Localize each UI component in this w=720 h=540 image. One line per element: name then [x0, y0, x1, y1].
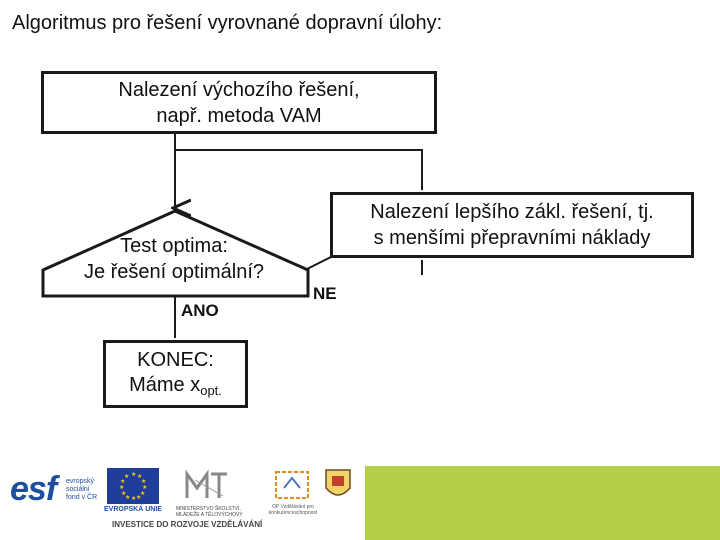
esf-caption-line2: sociální: [66, 486, 90, 493]
svg-text:★: ★: [119, 484, 125, 491]
loop-return-connector: [175, 150, 422, 190]
crest-logo: [324, 468, 352, 502]
end-box: [103, 340, 248, 408]
start-box: [41, 71, 437, 134]
green-footer-block: [365, 466, 720, 540]
esf-logo-text: esf: [10, 470, 57, 508]
better-solution-box: [330, 192, 694, 258]
esf-caption-line1: evropský: [66, 478, 95, 485]
esf-caption-line3: fond v ČR: [66, 494, 98, 501]
op-caption: OP Vzdělávání pro konkurenceschopnost: [268, 504, 318, 516]
svg-text:★: ★: [125, 494, 131, 501]
start-line1: Nalezení výchozího řešení,: [118, 78, 360, 101]
start-line2: např. metoda VAM: [156, 104, 322, 127]
svg-text:★: ★: [131, 495, 137, 502]
end-line1: KONEC:: [137, 349, 214, 372]
eu-stars-icon: [107, 468, 159, 504]
yes-label: ANO: [181, 301, 219, 320]
msmt-emblem-icon: [183, 468, 235, 504]
op-logo: [272, 468, 312, 502]
end-line2: [129, 373, 222, 399]
esf-logo: [10, 470, 100, 510]
end-line2-sub: opt.: [200, 383, 222, 399]
page-title: Algoritmus pro řešení vyrovnané dopravní úlohy:: [12, 12, 443, 34]
end-line2-main: Máme x: [129, 374, 201, 397]
crest-emblem-icon: [324, 468, 352, 502]
op-emblem-icon: [272, 468, 312, 502]
svg-text:★: ★: [121, 490, 127, 497]
test-line1: Test optima:: [120, 235, 228, 257]
svg-text:★: ★: [120, 478, 126, 485]
no-label: NE: [313, 284, 337, 303]
svg-text:★: ★: [131, 471, 137, 478]
msmt-logo: [183, 468, 235, 504]
svg-text:★: ★: [142, 484, 148, 491]
footer-tagline: INVESTICE DO ROZVOJE VZDĚLÁVÁNÍ: [112, 520, 263, 529]
test-text: [52, 233, 296, 285]
esf-caption: [66, 478, 97, 502]
msmt-caption: MINISTERSTVO ŠKOLSTVÍ, MLÁDEŽE A TĚLOVÝCHOVY: [176, 506, 243, 518]
svg-text:★: ★: [141, 478, 147, 485]
better-line1: Nalezení lepšího zákl. řešení, tj.: [370, 201, 654, 223]
eu-flag-logo: [107, 468, 159, 504]
eu-caption: EVROPSKÁ UNIE: [104, 506, 162, 513]
svg-text:★: ★: [124, 473, 130, 480]
svg-text:★: ★: [137, 473, 143, 480]
svg-text:★: ★: [140, 490, 146, 497]
test-line2: Je řešení optimální?: [83, 261, 265, 283]
better-line2: s menšími přepravními náklady: [373, 227, 651, 249]
svg-text:★: ★: [136, 494, 142, 501]
